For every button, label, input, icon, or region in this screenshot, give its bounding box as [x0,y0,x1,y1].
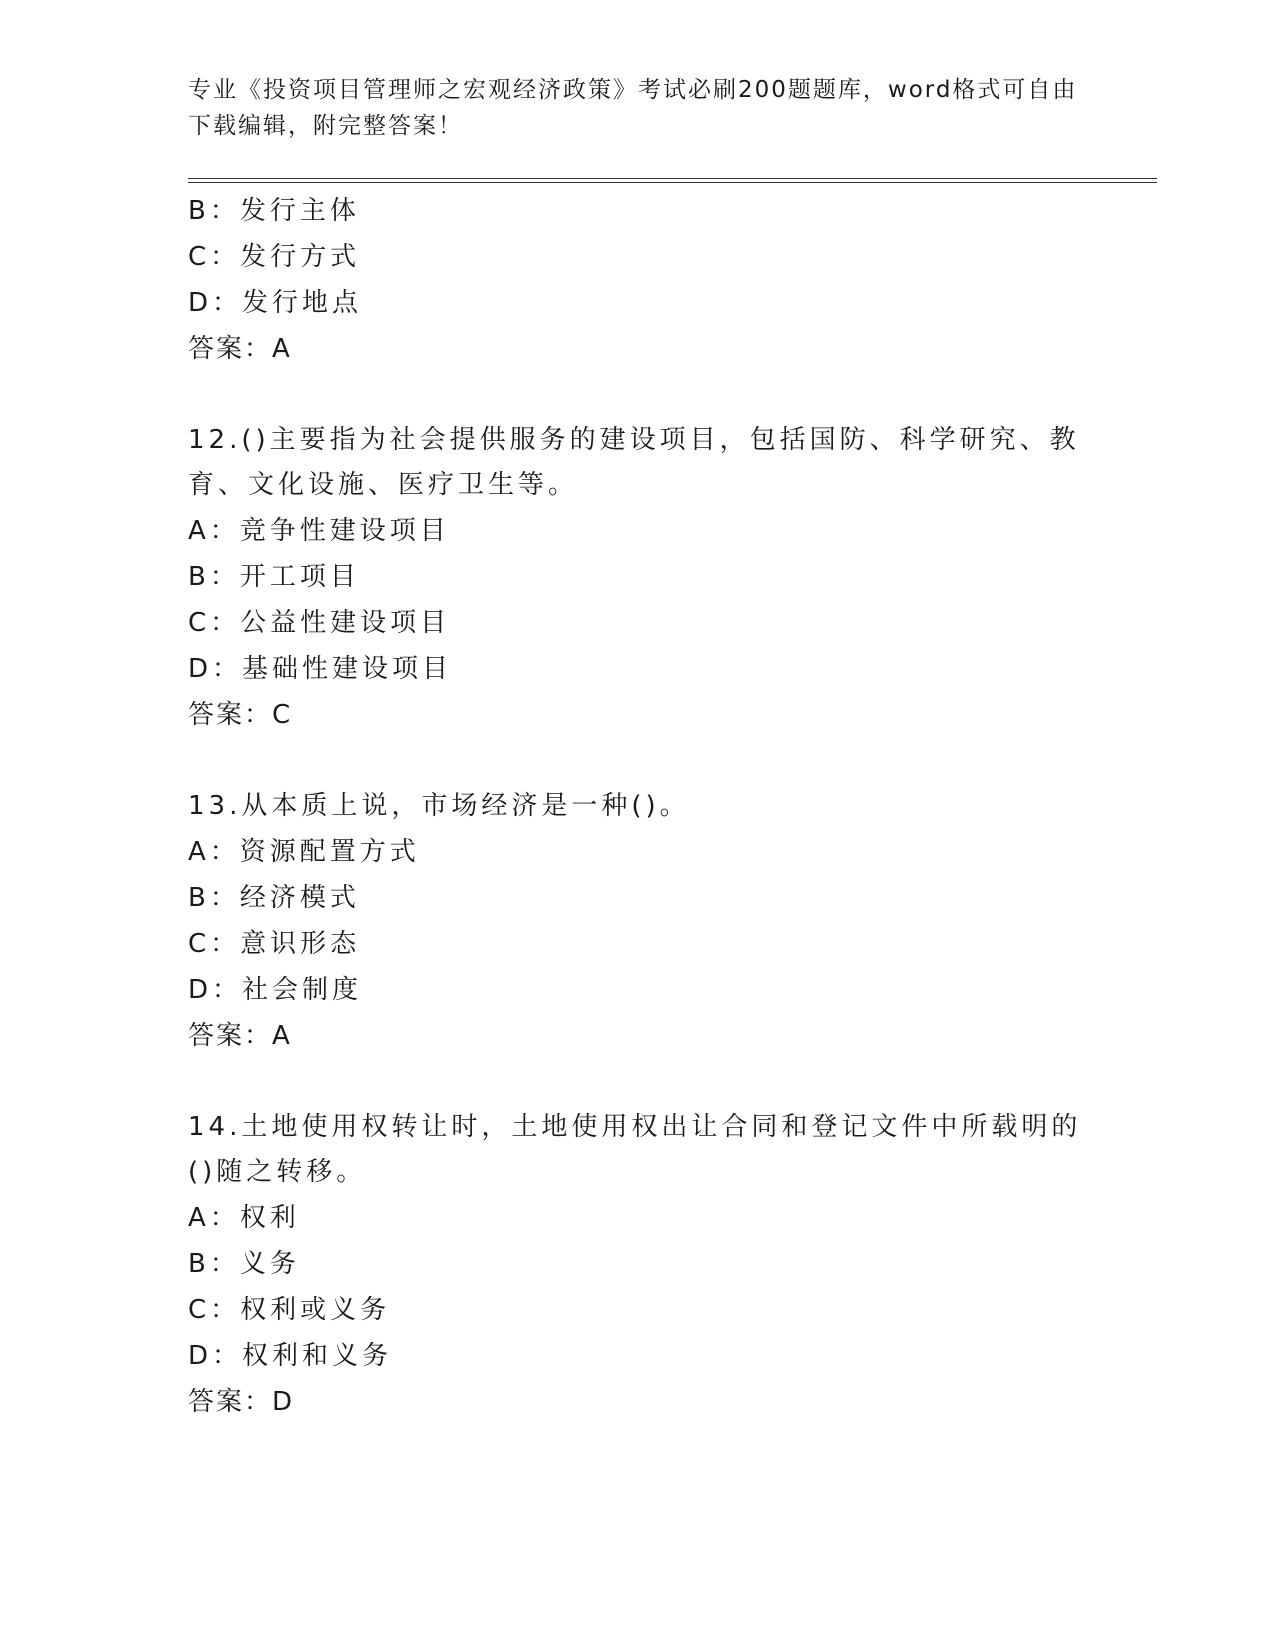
spacer [188,372,1088,418]
option-c: C：权利或义务 [188,1295,391,1325]
answer-line: 答案：D [188,1387,295,1417]
question-11-partial [188,188,1088,372]
option-b: B：义务 [188,1249,300,1279]
document-body [188,188,1088,1425]
option-c: C：发行方式 [188,242,361,272]
option-d: D：基础性建设项目 [188,654,453,684]
option-a: A：竞争性建设项目 [188,516,450,546]
option-a: A：资源配置方式 [188,837,420,867]
option-d: D：社会制度 [188,975,363,1005]
option-a: A：权利 [188,1203,300,1233]
option-c: C：公益性建设项目 [188,608,451,638]
spacer [188,738,1088,784]
question-14 [188,1105,1088,1425]
question-stem: 12.()主要指为社会提供服务的建设项目，包括国防、科学研究、教育、文化设施、医疗卫生等。 [188,425,1080,500]
question-13 [188,784,1088,1059]
option-d: D：发行地点 [188,288,363,318]
option-b: B：发行主体 [188,196,360,226]
header-divider [188,178,1157,183]
question-12 [188,418,1088,738]
option-b: B：开工项目 [188,562,360,592]
question-stem: 13.从本质上说，市场经济是一种()。 [188,791,690,821]
option-d: D：权利和义务 [188,1341,393,1371]
option-b: B：经济模式 [188,883,360,913]
answer-line: 答案：A [188,334,292,364]
spacer [188,1059,1088,1105]
option-c: C：意识形态 [188,929,361,959]
answer-line: 答案：A [188,1021,292,1051]
question-stem: 14.土地使用权转让时，土地使用权出让合同和登记文件中所载明的()随之转移。 [188,1112,1082,1187]
page-header: 专业《投资项目管理师之宏观经济政策》考试必刷200题题库，word格式可自由下载编辑，附完整答案！ [188,77,1078,139]
answer-line: 答案：C [188,700,293,730]
